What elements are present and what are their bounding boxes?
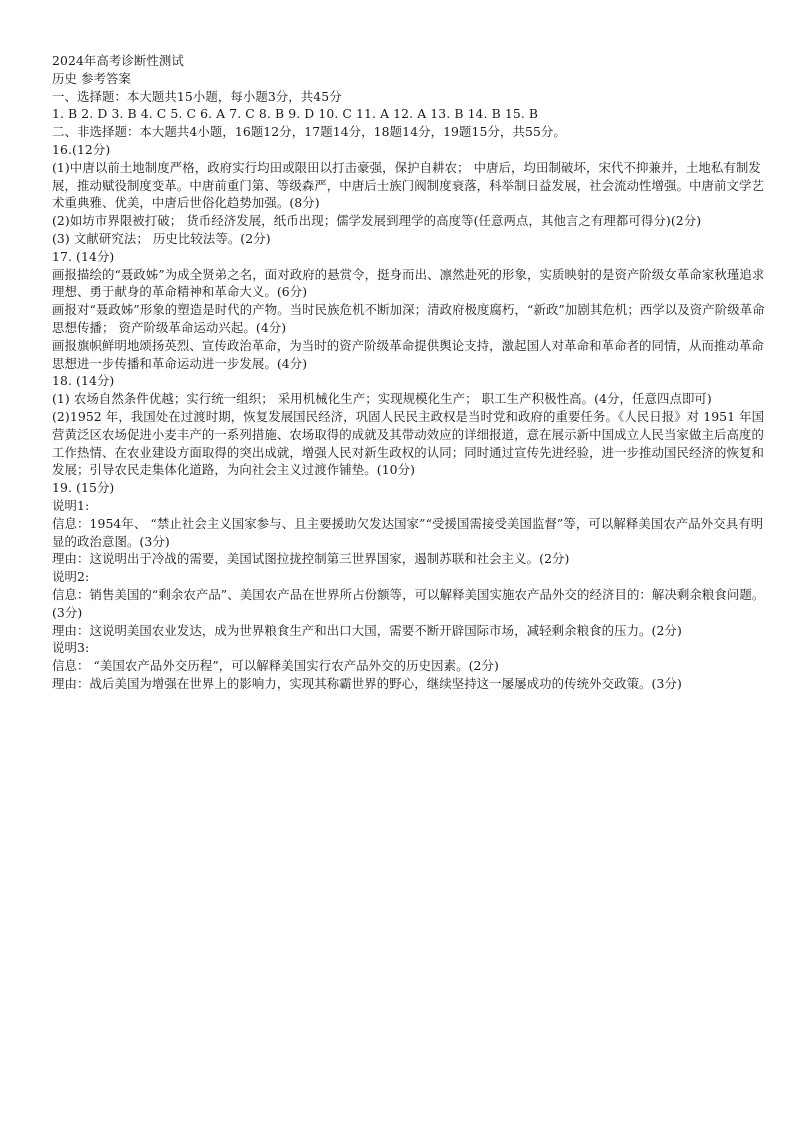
q17-para1: 画报描绘的“聂政姊”为成全贤弟之名，面对政府的悬赏令，挺身而出、凛然赴死的形象，实质映射的是资产阶级女革命家秋瑾追求理想、勇于献身的革命精神和革命大义。(6分) — [52, 266, 765, 300]
q19-note3-label: 说明3: — [52, 640, 90, 656]
q16-part2: (2)如坊市界限被打破； 货币经济发展，纸币出现；儒学发展到理学的高度等(任意两点，其他言之有理都可得分)(2分) — [52, 213, 702, 229]
q19-note3-reason: 理由：战后美国为增强在世界上的影响力，实现其称霸世界的野心，继续坚持这一屡屡成功的传统外交政策。(3分) — [52, 675, 682, 691]
document-subtitle: 历史 参考答案 — [52, 70, 131, 86]
q17-para3: 画报旗帜鲜明地颂扬英烈、宣传政治革命，为当时的资产阶级革命提供舆论支持，激起国人对革命和革命者的同情，从而推动革命思想进一步传播和革命运动进一步发展。(4分) — [52, 337, 764, 371]
q19-note1-info: 信息：1954年、 “禁止社会主义国家参与、且主要援助欠发达国家”“受援国需接受美国监督”等，可以解释美国农产品外交具有明显的政治意图。(3分) — [52, 515, 764, 549]
q17-para2: 画报对“聂政姊”形象的塑造是时代的产物。当时民族危机不断加深；清政府极度腐朽，“新政”加剧其危机；西学以及资产阶级革命思想传播； 资产阶级革命运动兴起。(4分) — [52, 302, 765, 335]
q16-part3: (3) 文献研究法； 历史比较法等。(2分) — [52, 230, 271, 246]
q19-note2-info: 信息：销售美国的“剩余农产品”、美国农产品在世界所占份额等，可以解释美国实施农产品外交的经济目的：解决剩余粮食问题。(3分) — [52, 586, 765, 620]
answer-document — [52, 52, 774, 693]
section1-answers: 1. B 2. D 3. B 4. C 5. C 6. A 7. C 8. B 9. D 10. C 11. A 12. A 13. B 14. B 15. B — [52, 106, 539, 122]
document-title: 2024年高考诊断性测试 — [52, 53, 184, 68]
q19-note2-reason: 理由：这说明美国农业发达，成为世界粮食生产和出口大国，需要不断开辟国际市场，减轻剩余粮食的压力。(2分) — [52, 622, 682, 638]
section1-heading: 一、选择题：本大题共15小题，每小题3分，共45分 — [52, 88, 342, 104]
q19-note3-info: 信息： “美国农产品外交历程”，可以解释美国实行农产品外交的历史因素。(2分) — [52, 658, 499, 674]
q17-title: 17. (14分) — [52, 248, 115, 264]
q19-note1-label: 说明1: — [52, 497, 90, 513]
q16-part1: (1)中唐以前土地制度严格，政府实行均田或限田以打击豪强，保护自耕农； 中唐后，均田制破坏，宋代不抑兼并，土地私有制发展，推动赋役制度变革。中唐前重门第、等级森严，中唐后士族门阀制度衰落，科举制日益发展，社会流动性增强。中唐前文学艺术重典雅、优美，中唐后世俗化趋势加强。(8分) — [52, 159, 764, 211]
q18-part2: (2)1952 年，我国处在过渡时期，恢复发展国民经济，巩固人民民主政权是当时党和政府的重要任务。《人民日报》对 1951 年国营黄泛区农场促进小麦丰产的一系列措施、农场取得的成就及其带动效应的详细报道，意在展示新中国成立人民当家做主后高度的工作热情、在农业建设方面取得的突出成就，增强人民对新生政权的认同；同时通过宣传先进经验，进一步推动国民经济的恢复和发展；引导农民走集体化道路，为向社会主义过渡作铺垫。(10分) — [52, 408, 765, 478]
q18-part1: (1) 农场自然条件优越；实行统一组织； 采用机械化生产；实现规模化生产； 职工生产积极性高。(4分，任意四点即可) — [52, 391, 712, 407]
q19-note2-label: 说明2: — [52, 569, 90, 585]
q19-note1-reason: 理由：这说明出于冷战的需要，美国试图拉拢控制第三世界国家，遏制苏联和社会主义。(2分) — [52, 551, 570, 567]
section2-heading: 二、非选择题：本大题共4小题，16题12分，17题14分，18题14分，19题15分，共55分。 — [52, 124, 566, 140]
q16-title: 16.(12分) — [52, 141, 111, 157]
q19-title: 19. (15分) — [52, 480, 115, 496]
q18-title: 18. (14分) — [52, 373, 115, 389]
